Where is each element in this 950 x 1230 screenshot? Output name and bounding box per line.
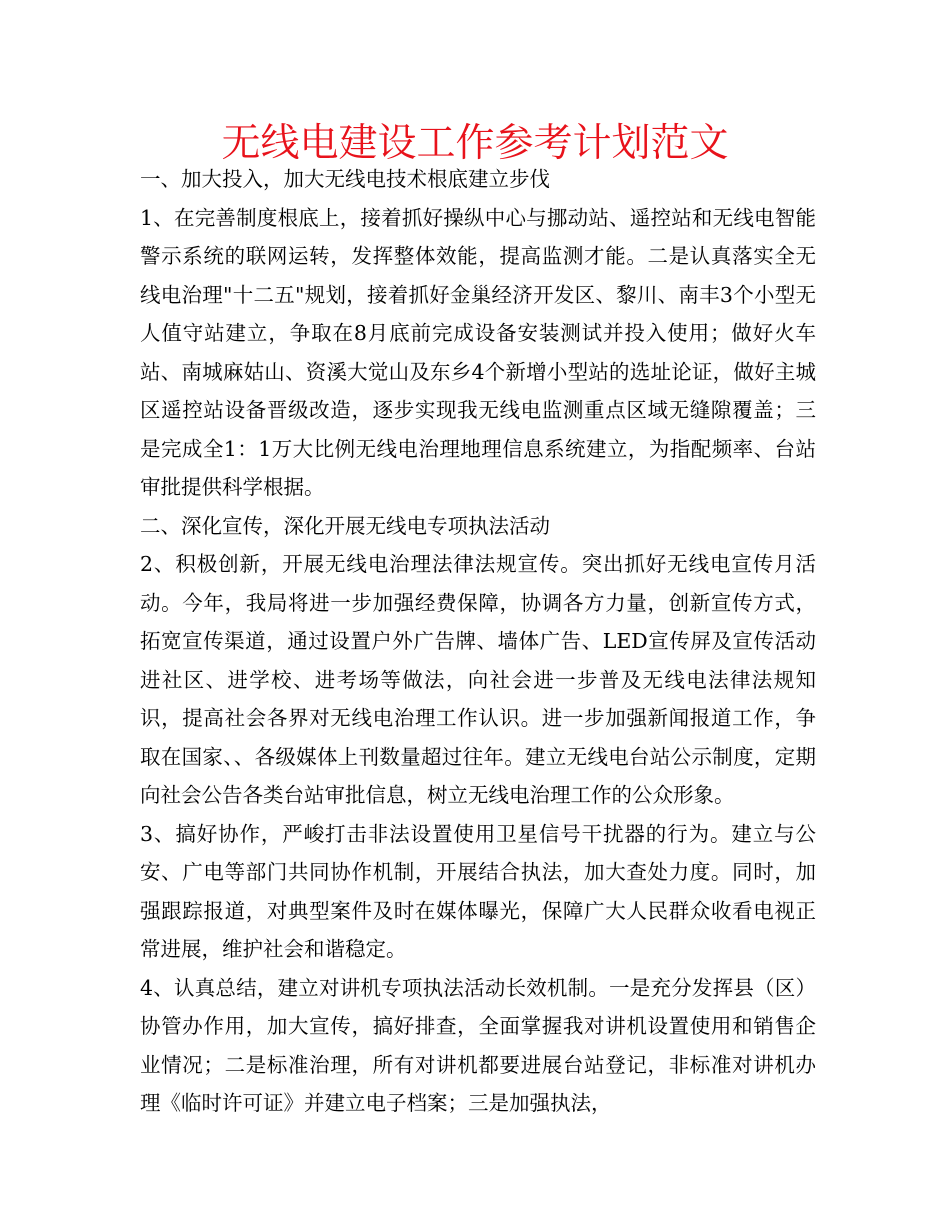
paragraph-2: 2、积极创新，开展无线电治理法律法规宣传。突出抓好无线电宣传月活动。今年，我局将进一步加强经费保障，协调各方力量，创新宣传方式，拓宽宣传渠道，通过设置户外广告牌、墙体广告、LED宣传屏及宣传活动进社区、进学校、进考场等做法，向社会进一步普及无线电法律法规知识，提高社会各界对无线电治理工作认识。进一步加强新闻报道工作，争取在国家、、各级媒体上刊数量超过往年。建立无线电台站公示制度，定期向社会公告各类台站审批信息，树立无线电治理工作的公众形象。: [140, 552, 816, 807]
paragraph-3: 3、搞好协作，严峻打击非法设置使用卫星信号干扰器的行为。建立与公安、广电等部门共同协作机制，开展结合执法，加大查处力度。同时，加强跟踪报道，对典型案件及时在媒体曝光，保障广大人民群众收看电视正常进展，维护社会和谐稳定。: [140, 821, 816, 961]
section-heading-1: 一、加大投入，加大无线电技术根底建立步伐: [140, 167, 550, 191]
section-heading-2: 二、深化宣传，深化开展无线电专项执法活动: [140, 513, 550, 538]
document-body: [140, 160, 816, 1123]
document-title: 无线电建设工作参考计划范文: [221, 121, 729, 166]
paragraph-4: 4、认真总结，建立对讲机专项执法活动长效机制。一是充分发挥县（区）协管办作用，加大宣传，搞好排查，全面掌握我对讲机设置使用和销售企业情况；二是标准治理，所有对讲机都要进展台站登记，非标准对讲机办理《临时许可证》并建立电子档案；三是加强执法，: [140, 975, 816, 1115]
paragraph-1: 1、在完善制度根底上，接着抓好操纵中心与挪动站、遥控站和无线电智能警示系统的联网运转，发挥整体效能，提高监测才能。二是认真落实全无线电治理"十二五"规划，接着抓好金巢经济开发区、黎川、南丰3个小型无人值守站建立，争取在8月底前完成设备安装测试并投入使用；做好火车站、南城麻姑山、资溪大觉山及东乡4个新增小型站的选址论证，做好主城区遥控站设备晋级改造，逐步实现我无线电监测重点区域无缝隙覆盖；三是完成全1：1万大比例无线电治理地理信息系统建立，为指配频率、台站审批提供科学根据。: [140, 205, 816, 499]
